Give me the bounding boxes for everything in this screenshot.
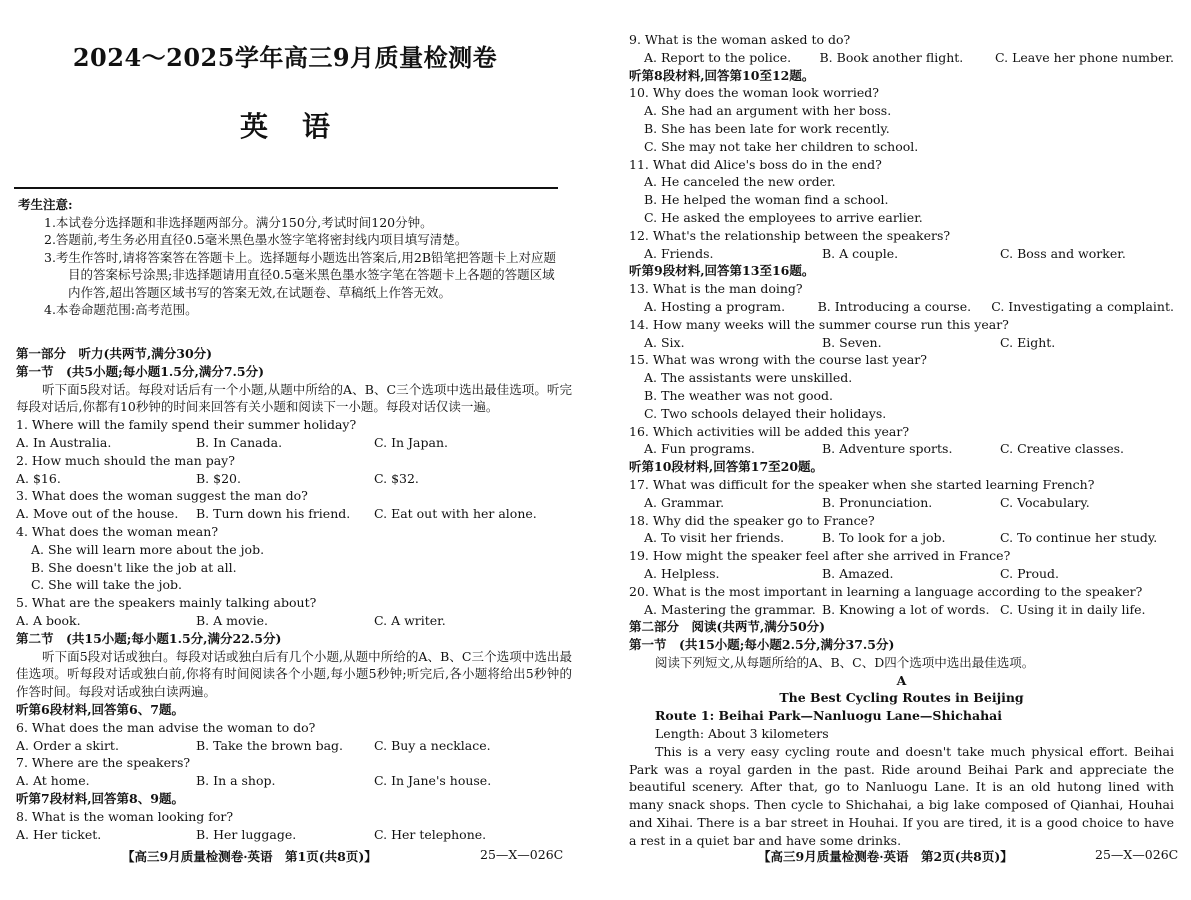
- question-text: 10. Why does the woman look worried?: [629, 85, 879, 101]
- question-options: [629, 565, 1174, 583]
- option-b: B. She doesn't like the job at all.: [31, 559, 237, 575]
- option-a: A. He canceled the new order.: [644, 174, 836, 190]
- option-b: B. Book another flight.: [819, 49, 964, 65]
- material-heading: 听第7段材料,回答第8、9题。: [16, 790, 184, 806]
- option-c: C. She will take the job.: [31, 577, 182, 593]
- question-options: [629, 601, 1174, 619]
- option-c: C. Proud.: [1000, 565, 1060, 581]
- question-options: [629, 298, 1174, 316]
- option-a: A. Her ticket.: [16, 826, 102, 842]
- option-c: C. Investigating a complaint.: [991, 298, 1174, 314]
- question-options: [16, 772, 572, 790]
- option-c: C. He asked the employees to arrive earlier.: [644, 209, 923, 225]
- option-c: C. Vocabulary.: [1000, 494, 1090, 510]
- page-footer: 【高三9月质量检测卷·英语 第1页(共8页)】: [122, 849, 377, 864]
- section-heading: 第一节 (共15小题;每小题2.5分,满分37.5分): [629, 637, 895, 653]
- question-text: 17. What was difficult for the speaker when she started learning French?: [629, 476, 1095, 492]
- material-heading: 听第8段材料,回答第10至12题。: [629, 67, 815, 83]
- question-text: 16. Which activities will be added this year?: [629, 423, 910, 439]
- section-heading: 第一节 (共5小题;每小题1.5分,满分7.5分): [16, 363, 264, 379]
- option-c: C. Boss and worker.: [1000, 245, 1126, 261]
- question-text: 2. How much should the man pay?: [16, 452, 235, 468]
- question-options: [629, 494, 1174, 512]
- option-c: C. Leave her phone number.: [995, 49, 1174, 65]
- subject-title: 英语: [239, 110, 364, 143]
- option-c: C. Creative classes.: [1000, 441, 1124, 457]
- option-c: C. Eat out with her alone.: [374, 506, 537, 522]
- question-text: 20. What is the most important in learning a language according to the speaker?: [629, 583, 1143, 599]
- option-a: A. Mastering the grammar.: [644, 601, 816, 617]
- option-a: A. Report to the police.: [644, 49, 792, 65]
- option-c: C. To continue her study.: [1000, 530, 1158, 546]
- question-text: 14. How many weeks will the summer course run this year?: [629, 316, 1009, 332]
- option-b: B. To look for a job.: [822, 530, 946, 546]
- option-b: B. Pronunciation.: [822, 494, 933, 510]
- question-options: [16, 826, 572, 844]
- paper-code: 25—X—026C: [1095, 847, 1179, 862]
- option-c: C. Eight.: [1000, 334, 1056, 350]
- question-options: [16, 470, 572, 488]
- option-a: A. She had an argument with her boss.: [644, 103, 892, 119]
- option-a: A. Friends.: [644, 245, 714, 261]
- option-b: B. Amazed.: [822, 565, 894, 581]
- question-options: [629, 334, 1174, 352]
- listening-section: [16, 345, 572, 843]
- material-heading: 听第6段材料,回答第6、7题。: [16, 701, 184, 717]
- option-a: A. The assistants were unskilled.: [644, 370, 853, 386]
- route-length: Length: About 3 kilometers: [655, 726, 829, 742]
- question-options: [16, 434, 572, 452]
- route-heading: Route 1: Beihai Park—Nanluogu Lane—Shichahai: [655, 708, 1003, 724]
- right-page-content: [629, 31, 1174, 850]
- notice-heading: 考生注意:: [18, 197, 73, 212]
- right-page: [600, 0, 1191, 900]
- option-a: A. Move out of the house.: [16, 506, 179, 522]
- passage-title: The Best Cycling Routes in Beijing: [779, 690, 1024, 706]
- question-options: [16, 737, 572, 755]
- notice-item: 3.考生作答时,请将答案答在答题卡上。选择题每小题选出答案后,用2B铅笔把答题卡上对应题目的答案标号涂黑;非选择题请用直径0.5毫米黑色墨水签字笔在答题卡上各题的答题区域内作答,超出答题区域书写的答案无效,在试题卷、草稿纸上作答无效。: [44, 249, 557, 300]
- notice-item: 1.本试卷分选择题和非选择题两部分。满分150分,考试时间120分钟。: [44, 214, 433, 230]
- option-c: C. A writer.: [374, 612, 446, 628]
- option-a: A. She will learn more about the job.: [31, 541, 265, 557]
- question-text: 19. How might the speaker feel after she arrived in France?: [629, 548, 1011, 564]
- option-b: B. Introducing a course.: [817, 298, 972, 314]
- option-b: B. Knowing a lot of words.: [822, 601, 990, 617]
- option-a: A. To visit her friends.: [644, 530, 785, 546]
- passage-letter: A: [896, 672, 907, 688]
- question-options: [16, 505, 572, 523]
- section-instructions: 听下面5段对话或独白。每段对话或独白后有几个小题,从题中所给的A、B、C三个选项中选出最佳选项。听每段对话或独白前,你将有时间阅读各个小题,每小题5秒钟;听完后,各小题将给出5秒钟的作答时间。每段对话或独白读两遍。: [16, 648, 572, 700]
- notice-item: 2.答题前,考生务必用直径0.5毫米黑色墨水签字笔将密封线内项目填写清楚。: [44, 232, 468, 247]
- option-c: C. Using it in daily life.: [1000, 601, 1146, 617]
- option-c: C. In Jane's house.: [374, 773, 492, 789]
- question-text: 15. What was wrong with the course last year?: [629, 352, 927, 368]
- question-text: 4. What does the woman mean?: [16, 523, 219, 539]
- page-footer: 【高三9月质量检测卷·英语 第2页(共8页)】: [758, 849, 1013, 864]
- section-instructions: 听下面5段对话。每段对话后有一个小题,从题中所给的A、B、C三个选项中选出最佳选项。听完每段对话后,你都有10秒钟的时间来回答有关小题和阅读下一小题。每段对话仅读一遍。: [16, 381, 572, 415]
- paper-code: 25—X—026C: [480, 847, 564, 862]
- question-text: 13. What is the man doing?: [629, 281, 803, 297]
- option-b: B. A movie.: [196, 612, 268, 628]
- option-c: C. Her telephone.: [374, 826, 487, 842]
- option-c: C. $32.: [374, 470, 419, 486]
- option-a: A. In Australia.: [16, 434, 112, 450]
- option-b: B. Adventure sports.: [822, 441, 953, 457]
- question-options: [629, 440, 1174, 458]
- question-text: 7. Where are the speakers?: [16, 755, 191, 771]
- option-b: B. A couple.: [822, 245, 899, 261]
- left-page: [0, 0, 590, 900]
- option-a: A. Helpless.: [644, 565, 720, 581]
- question-options: [629, 49, 1174, 67]
- option-b: B. Seven.: [822, 334, 882, 350]
- question-text: 12. What's the relationship between the speakers?: [629, 227, 951, 243]
- question-text: 11. What did Alice's boss do in the end?: [629, 156, 882, 172]
- option-b: B. Turn down his friend.: [196, 506, 351, 522]
- option-b: B. He helped the woman find a school.: [644, 192, 889, 208]
- question-text: 5. What are the speakers mainly talking about?: [16, 595, 317, 611]
- option-a: A. $16.: [16, 470, 61, 486]
- option-a: A. At home.: [16, 773, 90, 789]
- option-b: B. The weather was not good.: [644, 387, 834, 403]
- option-c: C. Buy a necklace.: [374, 737, 491, 753]
- option-b: B. Take the brown bag.: [196, 737, 343, 753]
- option-a: A. Grammar.: [644, 494, 725, 510]
- option-c: C. In Japan.: [374, 434, 448, 450]
- option-a: A. Hosting a program.: [644, 298, 786, 314]
- option-a: A. Fun programs.: [644, 441, 755, 457]
- question-text: 6. What does the man advise the woman to do?: [16, 719, 316, 735]
- passage-paragraph: This is a very easy cycling route and doesn't take much physical effort. Beihai Park was a royal garden in the past. Ride around Beihai Park and appreciate the beautiful scenery. After that, go to Nanluogu Lane. It is an old hutong lined with many snack shops. Then cycle to Shichahai, a big lake composed of Qianhai, Houhai and Xihai. There is a bar street in Houhai. If you are tired, it is a good choice to have a rest in a quiet bar and have some drinks.: [629, 743, 1174, 848]
- section-heading: 第二节 (共15小题;每小题1.5分,满分22.5分): [16, 630, 282, 646]
- question-options: [16, 612, 572, 630]
- option-a: A. Order a skirt.: [16, 737, 119, 753]
- question-text: 18. Why did the speaker go to France?: [629, 512, 875, 528]
- exam-title: 2024～2025学年高三9月质量检测卷: [72, 43, 498, 72]
- material-heading: 听第9段材料,回答第13至16题。: [629, 263, 815, 279]
- option-b: B. In Canada.: [196, 434, 283, 450]
- part-heading: 第一部分 听力(共两节,满分30分): [16, 346, 213, 361]
- option-a: A. Six.: [644, 334, 685, 350]
- question-text: 3. What does the woman suggest the man do?: [16, 488, 308, 504]
- question-options: [629, 529, 1174, 547]
- question-text: 9. What is the woman asked to do?: [629, 32, 851, 47]
- option-b: B. Her luggage.: [196, 826, 297, 842]
- question-text: 1. Where will the family spend their summer holiday?: [16, 417, 357, 433]
- question-text: 8. What is the woman looking for?: [16, 808, 234, 824]
- part-heading: 第二部分 阅读(共两节,满分50分): [629, 619, 826, 635]
- option-b: B. She has been late for work recently.: [644, 120, 890, 136]
- notice-item: 4.本卷命题范围:高考范围。: [44, 302, 198, 317]
- option-c: C. Two schools delayed their holidays.: [644, 405, 887, 421]
- question-options: [629, 245, 1174, 263]
- section-instructions: 阅读下列短文,从每题所给的A、B、C、D四个选项中选出最佳选项。: [655, 654, 1035, 670]
- candidate-notice: [18, 196, 566, 319]
- option-a: A. A book.: [16, 612, 81, 628]
- option-c: C. She may not take her children to school.: [644, 138, 919, 154]
- material-heading: 听第10段材料,回答第17至20题。: [629, 459, 824, 475]
- header-divider: [14, 187, 558, 189]
- option-b: B. In a shop.: [196, 773, 276, 789]
- option-b: B. $20.: [196, 470, 241, 486]
